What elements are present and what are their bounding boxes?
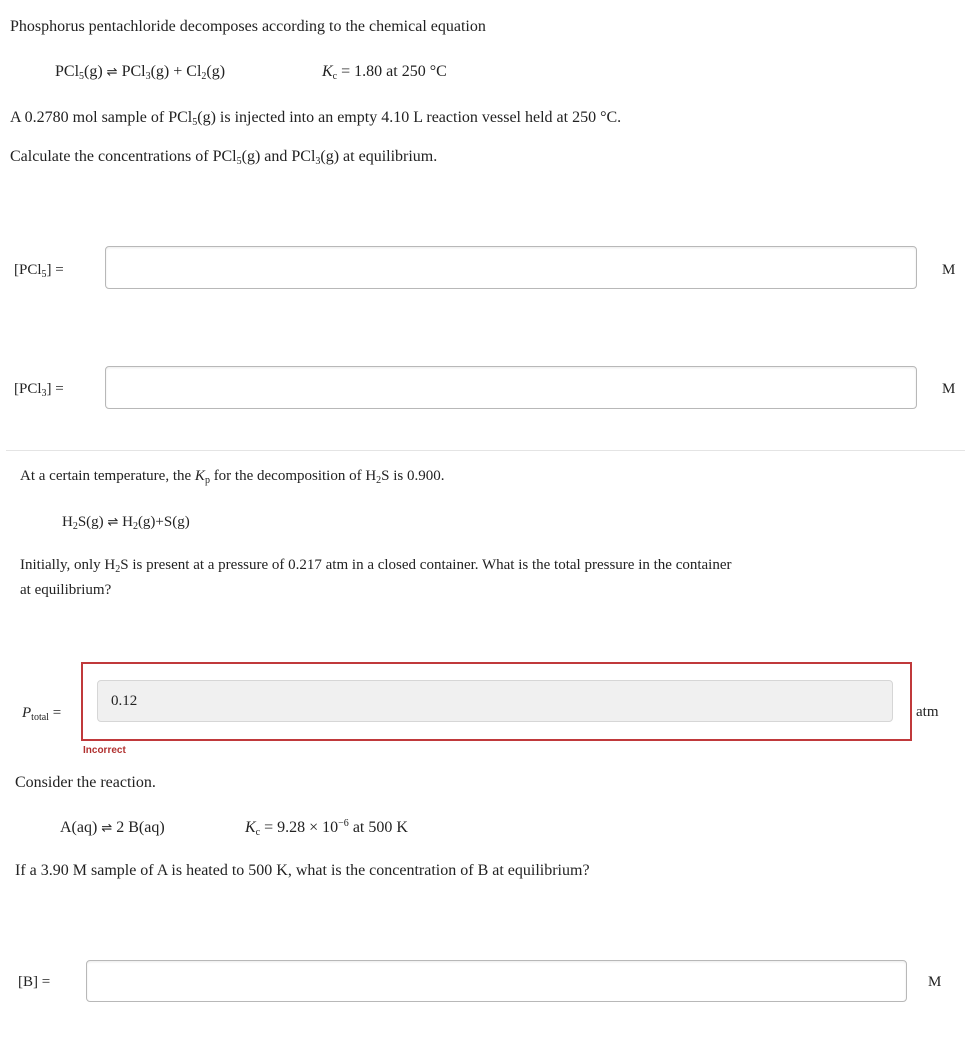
b-label: [B] = <box>18 974 51 990</box>
ptotal-value: 0.12 <box>111 693 138 709</box>
ptotal-input[interactable] <box>97 680 893 722</box>
q3-kc: $K_c = 9.28 \times 10^{-6}$ at 500 K <box>245 818 408 838</box>
q2-equation: $H_2S(g)$ ⇌ $H_2(g)+S(g)$ <box>62 514 190 532</box>
q2-question-cont: at equilibrium? <box>20 582 112 598</box>
pcl5-input[interactable] <box>105 246 917 289</box>
equilibrium-arrow-icon: ⇌ <box>106 65 118 80</box>
q1-intro: Phosphorus pentachloride decomposes according to the chemical equation <box>10 18 486 35</box>
q2-intro: At a certain temperature, the $K_p$ for the decomposition of $H_2S$ is 0.900. <box>20 468 445 486</box>
q2-question: Initially, only $H_2S$ is present at a pressure of 0.217 atm in a closed container. What is the total pressure in the container <box>20 557 732 575</box>
q3-equation: A(aq) ⇌ 2 B(aq) <box>60 819 165 836</box>
feedback-incorrect: Incorrect <box>83 745 126 756</box>
b-unit: M <box>928 974 942 990</box>
equilibrium-arrow-icon: ⇌ <box>101 821 113 836</box>
q1-line3: Calculate the concentrations of PCl$_5$(g) and PCl$_3$(g) at equilibrium. <box>10 148 438 167</box>
pcl3-unit: M <box>942 381 956 397</box>
q3-question: If a 3.90 M sample of A is heated to 500 K, what is the concentration of B at equilibrium? <box>15 862 590 879</box>
ptotal-label: $P_{total}$ = <box>22 705 62 723</box>
pcl3-label: [PCl$_3$] = <box>14 381 64 399</box>
q1-line2: A 0.2780 mol sample of PCl$_5$(g) is injected into an empty 4.10 L reaction vessel held at 250 °C. <box>10 109 622 128</box>
ptotal-unit: atm <box>916 704 939 720</box>
q3-intro: Consider the reaction. <box>15 774 156 791</box>
b-input[interactable] <box>86 960 907 1002</box>
pcl3-input[interactable] <box>105 366 917 409</box>
pcl5-label: [PCl$_5$] = <box>14 262 64 280</box>
pcl5-unit: M <box>942 262 956 278</box>
equilibrium-arrow-icon: ⇌ <box>107 515 119 530</box>
q1-kc: $K_c = 1.80$ at 250 °C <box>322 63 447 82</box>
q1-equation: PCl$_5$(g) ⇌ $PCl_3(g) + Cl_2(g)$ <box>55 63 226 82</box>
